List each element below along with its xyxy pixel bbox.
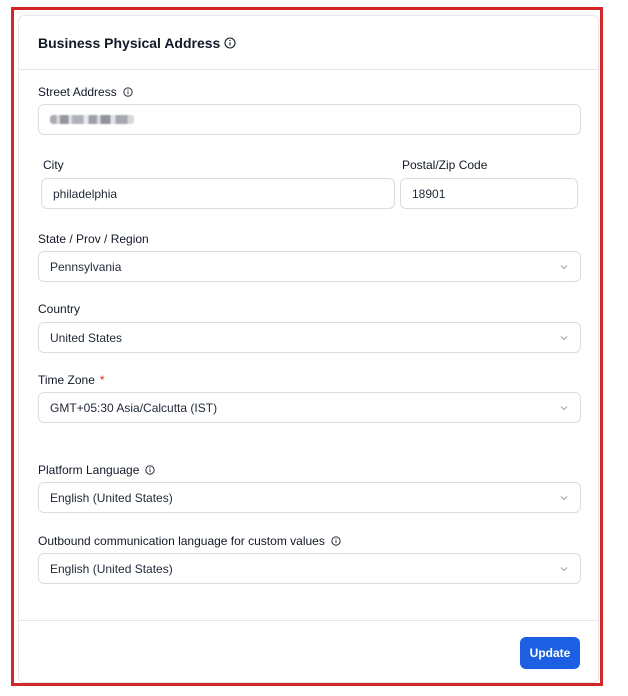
timezone-select[interactable] bbox=[38, 392, 581, 423]
info-icon[interactable] bbox=[145, 465, 155, 475]
chevron-down-icon bbox=[559, 564, 569, 574]
city-input[interactable] bbox=[41, 178, 395, 209]
timezone-label bbox=[38, 373, 105, 387]
outbound-language-select[interactable] bbox=[38, 553, 581, 584]
chevron-down-icon bbox=[559, 493, 569, 503]
timezone-value: GMT+05:30 Asia/Calcutta (IST) bbox=[50, 400, 218, 415]
chevron-down-icon bbox=[559, 333, 569, 343]
street-address-label-text: Street Address bbox=[38, 85, 117, 99]
street-address-input[interactable] bbox=[38, 104, 581, 135]
card-footer bbox=[19, 620, 598, 683]
chevron-down-icon bbox=[559, 262, 569, 272]
country-select[interactable] bbox=[38, 322, 581, 353]
required-marker: * bbox=[99, 373, 105, 387]
platform-language-label bbox=[38, 463, 155, 477]
card-header bbox=[19, 16, 598, 70]
state-label-text: State / Prov / Region bbox=[38, 232, 149, 246]
city-value: philadelphia bbox=[53, 186, 118, 201]
outbound-language-value: English (United States) bbox=[50, 561, 173, 576]
outbound-language-label bbox=[38, 534, 341, 548]
outbound-language-label-text: Outbound communication language for custom values bbox=[38, 534, 325, 548]
city-label-text: City bbox=[43, 158, 64, 172]
city-label bbox=[43, 158, 64, 172]
state-select[interactable] bbox=[38, 251, 581, 282]
zip-input[interactable] bbox=[400, 178, 578, 209]
zip-label bbox=[402, 158, 487, 172]
zip-value: 18901 bbox=[412, 186, 446, 201]
platform-language-select[interactable] bbox=[38, 482, 581, 513]
street-address-label bbox=[38, 85, 133, 99]
country-label-text: Country bbox=[38, 302, 81, 316]
redacted-street-value bbox=[50, 115, 134, 124]
timezone-label-text: Time Zone bbox=[38, 373, 95, 387]
state-value: Pennsylvania bbox=[50, 259, 122, 274]
update-button[interactable]: Update bbox=[520, 637, 580, 669]
card-title: Business Physical Address bbox=[38, 34, 221, 51]
info-icon[interactable] bbox=[224, 37, 236, 49]
chevron-down-icon bbox=[559, 403, 569, 413]
state-label bbox=[38, 232, 149, 246]
info-icon[interactable] bbox=[123, 87, 133, 97]
platform-language-label-text: Platform Language bbox=[38, 463, 140, 477]
country-label bbox=[38, 302, 80, 316]
platform-language-value: English (United States) bbox=[50, 490, 173, 505]
address-card bbox=[18, 15, 599, 683]
zip-label-text: Postal/Zip Code bbox=[402, 158, 488, 172]
country-value: United States bbox=[50, 330, 123, 345]
info-icon[interactable] bbox=[331, 536, 341, 546]
